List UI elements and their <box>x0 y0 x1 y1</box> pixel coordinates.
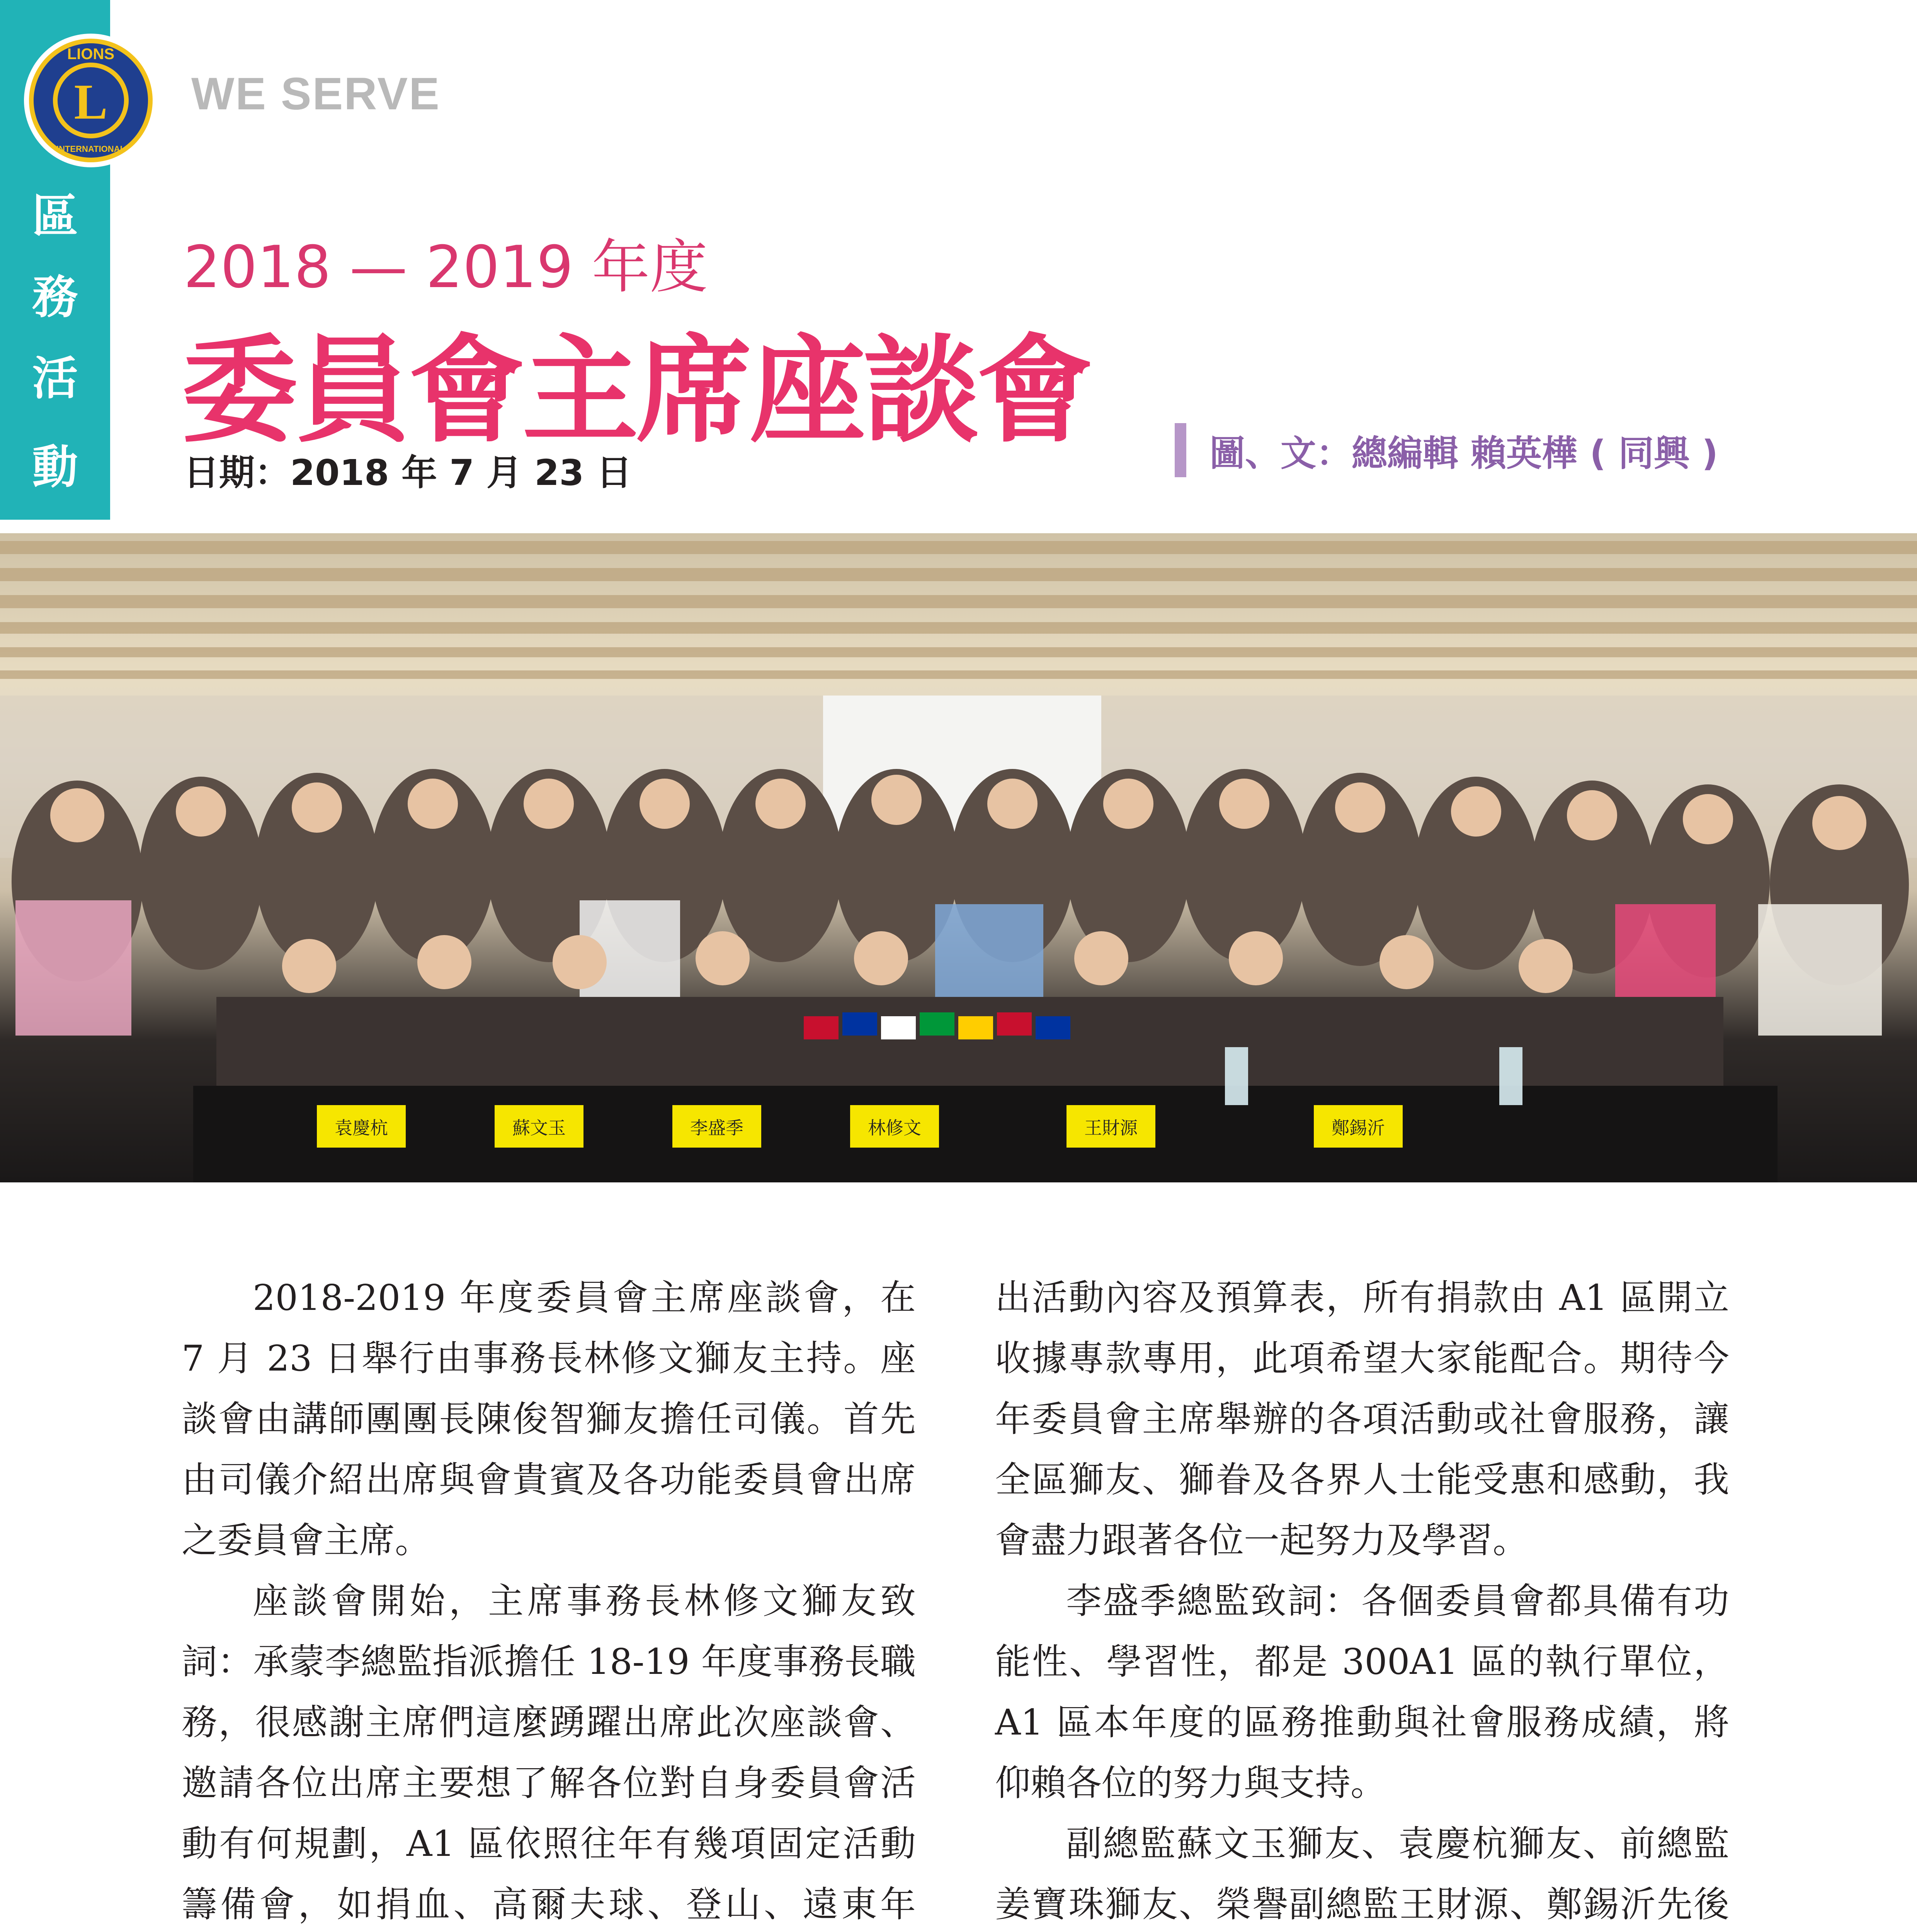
placard-name: 王財源 <box>1084 1117 1138 1138</box>
section-tab-char: 區 <box>32 189 78 243</box>
article-paragraph: 出活動內容及預算表，所有捐款由 A1 區開立收據專款專用，此項希望大家能配合。期待今年委員會主席舉辦的各項活動或社會服務，讓全區獅友、獅眷及各界人士能受惠和感動，我會盡力跟著各位一起努力及學習。 <box>995 1277 1729 1561</box>
section-tab-char: 活 <box>32 352 78 405</box>
placard-name: 林修文 <box>868 1117 921 1138</box>
group-photo <box>0 533 1917 1182</box>
logo-text-top: LIONS <box>67 46 115 63</box>
author-credit: 圖、文：總編輯 賴英樺 ( 同興 ) <box>1209 433 1718 474</box>
we-serve-tagline: WE SERVE <box>191 68 441 119</box>
placard-name: 李盛季 <box>690 1117 743 1138</box>
section-tab-char: 動 <box>32 440 78 494</box>
article-paragraph: 副總監蘇文玉獅友、袁慶杭獅友、前總監姜寶珠獅友、榮譽副總監王財源、鄭錫沂先後 <box>995 1823 1729 1925</box>
logo-text-bottom: INTERNATIONAL <box>56 144 126 154</box>
article-body-left <box>182 1267 916 1932</box>
section-tab-char: 務 <box>32 270 78 324</box>
main-title: 委員會主席座談會 <box>182 323 1090 458</box>
placard-name: 蘇文玉 <box>512 1117 566 1138</box>
logo-letter: L <box>74 74 108 130</box>
article-paragraph: 2018-2019 年度委員會主席座談會，在 7 月 23 日舉行由事務長林修文獅友主持。座談會由講師團團長陳俊智獅友擔任司儀。首先由司儀介紹出席與會貴賓及各功能委員會出席之委員會主席。 <box>182 1277 916 1561</box>
placard-name: 袁慶杭 <box>335 1117 388 1138</box>
year-title: 2018 — 2019 年度 <box>184 234 708 301</box>
article-body-right <box>995 1267 1729 1932</box>
lions-logo <box>27 37 155 164</box>
group-photo-illustration <box>0 533 1917 1182</box>
placard-name: 鄭錫沂 <box>1332 1117 1385 1138</box>
article-paragraph: 李盛季總監致詞：各個委員會都具備有功能性、學習性，都是 300A1 區的執行單位，A1 區本年度的區務推動與社會服務成績，將仰賴各位的努力與支持。 <box>995 1580 1729 1804</box>
credit-accent-bar <box>1175 423 1186 477</box>
lions-emblem-icon <box>27 37 155 164</box>
event-date: 日期：2018 年 7 月 23 日 <box>184 452 632 493</box>
article-paragraph: 座談會開始，主席事務長林修文獅友致詞：承蒙李總監指派擔任 18-19 年度事務長職務，很感謝主席們這麼踴躍出席此次座談會、邀請各位出席主要想了解各位對自身委員會活動有何規劃，A1 區依照往年有幾項固定活動籌備會，如捐血、高爾夫球、登山、遠東年 <box>182 1580 916 1925</box>
